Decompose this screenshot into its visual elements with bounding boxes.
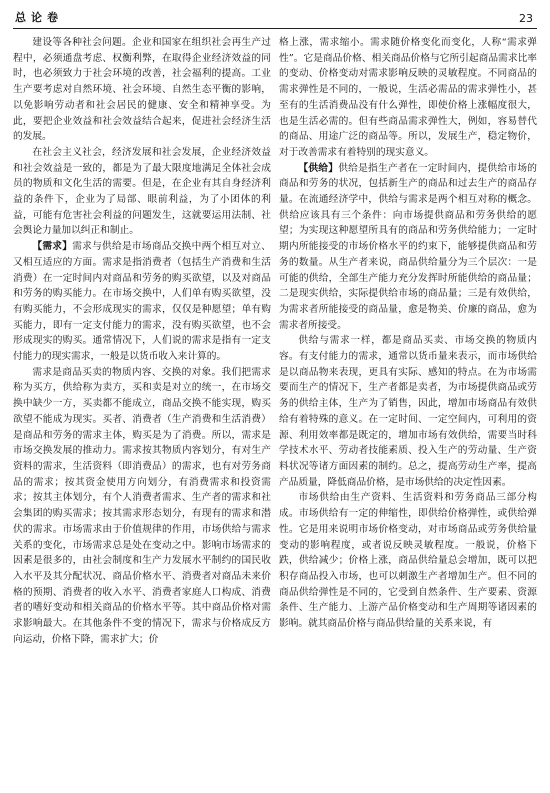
paragraph — [279, 333, 537, 490]
paragraph — [13, 239, 271, 365]
paragraph — [13, 35, 271, 145]
paragraph — [279, 490, 537, 631]
section-title: 总论卷 — [15, 11, 63, 24]
paragraph — [279, 161, 537, 334]
paragraph-text: 建设等各种社会问题。企业和国家在组织社会再生产过程中，必须通盘考虑、权衡利弊，在取得企业经济效益的同时，也必须致力于社会环境的改善，社会福利的提高。工业生产要考虑对自然环境、社会环境、自然生态平衡的影响，以免影响劳动者和社会居民的健康、安全和精神享受。为此，要把企业效益和社会效益结合起来，促进社会经济生活的发展。 — [13, 37, 271, 143]
paragraph-text: 市场供给由生产资料、生活资料和劳务商品三部分构成。市场供给有一定的伸缩性，即供给价格弹性，或供给弹性。它是用来说明市场价格变动，对市场商品或劳务供给量变动的影响程度，或者说反映灵敏程度。一般说，价格下跌，供给减少；价格上涨，商品供给量总会增加，既可以把积存商品投入市场，也可以刺激生产者增加生产。但不同的商品供给弹性是不同的，它受到自然条件、生产要素、资源条件、生产能力、上游产品价格变动和生产周期等诸因素的影响。就其商品价格与商品供给量的关系来说，有 — [279, 492, 537, 630]
page-number: 23 — [519, 12, 533, 25]
paragraph-text: 供给是指生产者在一定时间内，提供给市场的商品和劳务的状况，包括新生产的商品和过去生产的商品存量。在流通经济学中，供给与需求是两个相互对称的概念。供给应该具有三个条件：向市场提供商品和劳务供给的愿望；为实现这种愿望所具有的商品和劳务供给能力；一定时期内所能接受的市场价格水平的约束下，能够提供商品和劳务的数量。从生产者来说，商品供给量分为三个层次：一是可能的供给，全部生产能力充分发挥时所能供给的商品量；二是现实供给，实际提供给市场的商品量；三是有效供给，为需求者所能接受的商品量，愈是物美、价廉的商品，愈为需求者所接受。 — [279, 162, 537, 331]
right-column — [279, 35, 537, 787]
left-column — [13, 35, 271, 787]
entry-term: 【供给】 — [298, 162, 339, 174]
paragraph-text: 供给与需求一样，都是商品买卖、市场交换的物质内容。有支付能力的需求，通常以货币量来表示，而市场供给是以商品物来表现，更具有实际、感知的特点。在为市场需要而生产的情况下，生产者都是卖者，为市场提供商品或劳务的供给主体，生产为了销售，因此，增加市场商品有效供给有着特殊的意义。在一定时间、一定空间内，可利用的资源、利用效率都是既定的，增加市场有效供给，需要当时科学技术水平、劳动者技能素质、投入生产的劳动量、生产资料状况等诸方面因素的制约。总之，提高劳动生产率，提高产品质量，降低商品价格，是市场供给的决定性因素。 — [279, 335, 537, 488]
paragraph-text: 在社会主义社会，经济发展和社会发展，企业经济效益和社会效益是一致的，都是为了最大限度地满足全体社会成员的物质和文化生活的需要。但是，在企业有其自身经济利益的条件下，企业为了局部、眼前利益，为了小团体的利益，可能有危害社会利益的问题发生，这就要运用法制、社会舆论力量加以纠正和制止。 — [13, 146, 271, 237]
running-header — [13, 6, 537, 29]
paragraph-text: 需求与供给是市场商品交换中两个相互对立、又相互适应的方面。需求是指消费者（包括生产消费和生活消费）在一定时间内对商品和劳务的购买欲望，以及对商品和劳务的购买能力。在市场交换中，人们单有购买欲望，没有购买能力，不会形成现实的需求，仅仅是种愿望；单有购买能力，即有一定支付能力的需求，没有购买欲望，也不会形成现实的购买。通常情况下，人们说的需求是指有一定支付能力的现实需求，一般是以货币收入来计算的。 — [13, 241, 271, 363]
paragraph — [13, 145, 271, 239]
entry-term: 【需求】 — [32, 241, 73, 253]
paragraph — [279, 35, 537, 161]
paragraph-text: 格上涨，需求缩小。需求随价格变化而变化，人称“需求弹性”。它是商品价格、相关商品价格与它所引起商品需求比率的变动、价格变动对需求影响反映的灵敏程度。不同商品的需求弹性是不同的，一般说，生活必需品的需求弹性小，甚至有的生活消费品没有什么弹性，即使价格上涨幅度很大，也是生活必需的。但有些商品需求弹性大，例如，容易替代的商品、用途广泛的商品等。所以，发展生产，稳定物价，对于改善需求有着特别的现实意义。 — [279, 37, 537, 158]
paragraph — [13, 365, 271, 648]
text-columns — [13, 35, 537, 787]
paragraph-text: 需求是商品买卖的物质内容、交换的对象。我们把需求称为买方，供给称为卖方，买和卖是对立的统一，在市场交换中缺少一方，买卖都不能成立，商品交换不能实现，购买欲望不能成为现实。买者、消费者（生产消费和生活消费）是商品和劳务的需求主体，购买是为了消费。所以，需求是市场交换发展的推动力。需求按其物质内容划分，有对生产资料的需求，生活资料（即消费品）的需求，也有对劳务商品的需求；按其资金使用方向划分，有消费需求和投资需求；按其主体划分，有个人消费者需求、生产者的需求和社会集团的购买需求；按其需求形态划分，有现有的需求和潜伏的需求。市场需求由于价值规律的作用，市场供给与需求关系的变化，市场需求总是处在变动之中。影响市场需求的因素是很多的，由社会制度和生产力发展水平制约的国民收入水平及其分配状况、商品价格水平、消费者对商品未来价格的预期、消费者的收入水平、消费者家庭人口构成、消费者的嗜好变动和相关商品的价格水平等。其中商品价格对需求影响最大。在其他条件不变的情况下，需求与价格成反方向运动，价格下降，需求扩大；价 — [13, 366, 271, 645]
